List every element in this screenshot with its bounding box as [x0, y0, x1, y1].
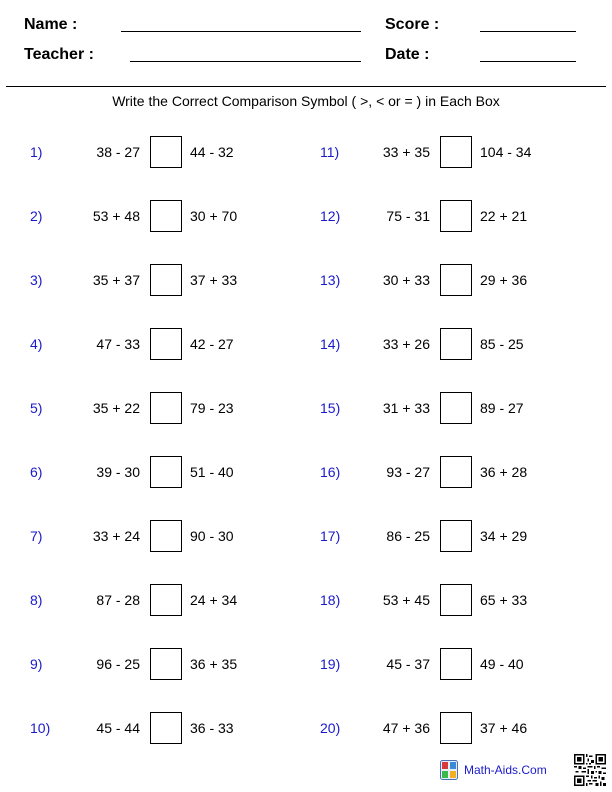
right-expression: 44 - 32: [190, 144, 234, 160]
right-expression: 49 - 40: [480, 656, 524, 672]
right-expression: 37 + 46: [480, 720, 528, 736]
left-expression: 35 + 22: [92, 400, 140, 416]
left-expression: 35 + 37: [92, 272, 140, 288]
left-expression: 33 + 26: [382, 336, 430, 352]
left-expression: 45 - 37: [386, 656, 430, 672]
left-expression: 33 + 35: [382, 144, 430, 160]
right-expression: 37 + 33: [190, 272, 238, 288]
problem-number: 10): [30, 720, 51, 736]
comparison-problem: [0, 648, 612, 680]
comparison-problem: [0, 136, 612, 168]
right-expression: 36 + 28: [480, 464, 528, 480]
right-expression: 65 + 33: [480, 592, 528, 608]
right-expression: 29 + 36: [480, 272, 528, 288]
comparison-problem: [0, 712, 612, 744]
instructions: Write the Correct Comparison Symbol ( >, < or = ) in Each Box: [112, 93, 500, 109]
site-name[interactable]: Math-Aids.Com: [464, 763, 547, 777]
problem-number: 6): [30, 464, 43, 480]
right-expression: 36 + 35: [190, 656, 238, 672]
left-expression: 31 + 33: [382, 400, 430, 416]
answer-box[interactable]: [440, 520, 472, 552]
right-expression: 34 + 29: [480, 528, 528, 544]
calculator-logo-icon: [440, 760, 458, 780]
problem-number: 1): [30, 144, 43, 160]
problem-number: 20): [320, 720, 341, 736]
problem-number: 5): [30, 400, 43, 416]
problem-number: 8): [30, 592, 43, 608]
problem-number: 9): [30, 656, 43, 672]
problem-number: 18): [320, 592, 341, 608]
teacher-label: Teacher :: [24, 46, 94, 63]
comparison-problem: [0, 584, 612, 616]
problem-number: 3): [30, 272, 43, 288]
comparison-problem: [0, 456, 612, 488]
answer-box[interactable]: [440, 328, 472, 360]
right-expression: 85 - 25: [480, 336, 524, 352]
left-expression: 38 - 27: [96, 144, 140, 160]
problem-number: 15): [320, 400, 341, 416]
answer-box[interactable]: [440, 648, 472, 680]
answer-box[interactable]: [440, 136, 472, 168]
right-expression: 24 + 34: [190, 592, 238, 608]
name-field[interactable]: [121, 31, 361, 32]
left-expression: 33 + 24: [92, 528, 140, 544]
right-expression: 90 - 30: [190, 528, 234, 544]
comparison-problem: [0, 520, 612, 552]
answer-box[interactable]: [440, 712, 472, 744]
problem-number: 19): [320, 656, 341, 672]
teacher-field[interactable]: [130, 61, 361, 62]
date-label: Date :: [385, 46, 430, 63]
problem-number: 11): [320, 144, 340, 160]
right-expression: 36 - 33: [190, 720, 234, 736]
right-expression: 51 - 40: [190, 464, 234, 480]
qr-code-icon: [574, 754, 606, 786]
problem-number: 12): [320, 208, 341, 224]
answer-box[interactable]: [440, 200, 472, 232]
score-label: Score :: [385, 16, 440, 33]
answer-box[interactable]: [440, 264, 472, 296]
right-expression: 30 + 70: [190, 208, 238, 224]
right-expression: 22 + 21: [480, 208, 528, 224]
left-expression: 53 + 48: [92, 208, 140, 224]
right-expression: 104 - 34: [480, 144, 532, 160]
problem-number: 4): [30, 336, 43, 352]
problem-number: 16): [320, 464, 341, 480]
problem-number: 17): [320, 528, 341, 544]
problem-number: 13): [320, 272, 341, 288]
left-expression: 30 + 33: [382, 272, 430, 288]
left-expression: 47 + 36: [382, 720, 430, 736]
name-label: Name :: [24, 16, 78, 33]
problem-number: 7): [30, 528, 43, 544]
right-expression: 42 - 27: [190, 336, 234, 352]
left-expression: 87 - 28: [96, 592, 140, 608]
comparison-problem: [0, 392, 612, 424]
left-expression: 96 - 25: [96, 656, 140, 672]
problem-number: 14): [320, 336, 341, 352]
comparison-problem: [0, 264, 612, 296]
answer-box[interactable]: [440, 392, 472, 424]
comparison-problem: [0, 200, 612, 232]
comparison-problem: [0, 328, 612, 360]
left-expression: 75 - 31: [386, 208, 430, 224]
right-expression: 89 - 27: [480, 400, 524, 416]
left-expression: 93 - 27: [386, 464, 430, 480]
date-field[interactable]: [480, 61, 576, 62]
score-field[interactable]: [480, 31, 576, 32]
header-divider: [6, 86, 606, 87]
problem-number: 2): [30, 208, 43, 224]
answer-box[interactable]: [440, 584, 472, 616]
left-expression: 47 - 33: [96, 336, 140, 352]
left-expression: 45 - 44: [96, 720, 140, 736]
left-expression: 39 - 30: [96, 464, 140, 480]
answer-box[interactable]: [440, 456, 472, 488]
left-expression: 86 - 25: [386, 528, 430, 544]
left-expression: 53 + 45: [382, 592, 430, 608]
right-expression: 79 - 23: [190, 400, 234, 416]
